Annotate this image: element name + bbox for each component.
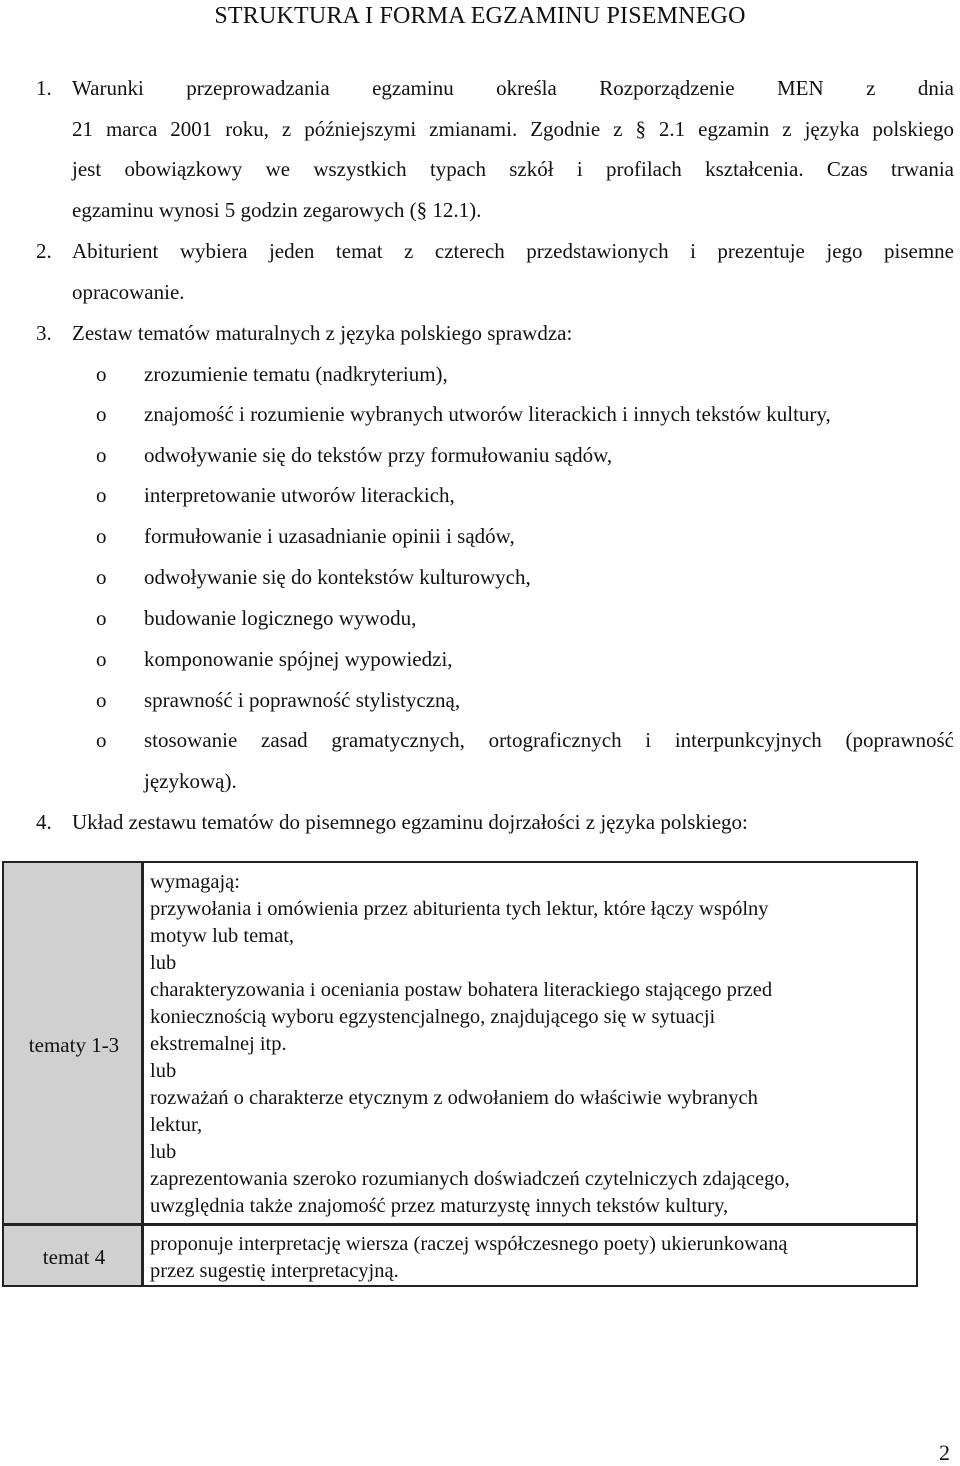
bullet-marker: o bbox=[96, 565, 107, 589]
bullet-text: odwoływanie się do tekstów przy formułowaniu sądów, bbox=[144, 443, 613, 467]
bullet-marker: o bbox=[96, 524, 107, 548]
bullet-text: budowanie logicznego wywodu, bbox=[144, 606, 417, 630]
bullet-text: sprawność i poprawność stylistyczną, bbox=[144, 688, 461, 712]
bullet-marker: o bbox=[96, 362, 107, 386]
item-text bbox=[72, 802, 954, 843]
bullet-text: odwoływanie się do kontekstów kulturowych, bbox=[144, 565, 531, 589]
cell-line: charakteryzowania i oceniania postaw bohatera literackiego stającego przed bbox=[150, 979, 773, 1001]
bullet-text: znajomość i rozumienie wybranych utworów literackich i innych tekstów kultury, bbox=[144, 402, 831, 426]
bullet-marker: o bbox=[96, 647, 107, 671]
cell-line: lektur, bbox=[150, 1114, 203, 1136]
bullet-line: językową). bbox=[144, 769, 237, 793]
cell-line: uwzględnia także znajomość przez maturzystę innych tekstów kultury, bbox=[150, 1195, 729, 1217]
item-line: Układ zestawu tematów do pisemnego egzaminu dojrzałości z języka polskiego: bbox=[72, 810, 748, 834]
item-number: 3. bbox=[36, 321, 52, 345]
cell-line: przywołania i omówienia przez abiturienta tych lektur, które łączy wspólny bbox=[150, 898, 769, 920]
label-column bbox=[4, 863, 144, 1285]
item-line: Warunki przeprowadzania egzaminu określa Rozporządzenie MEN z dnia bbox=[72, 76, 954, 100]
bullet-marker: o bbox=[96, 728, 107, 752]
cell-line: proponuje interpretację wiersza (raczej współczesnego poety) ukierunkowaną bbox=[150, 1233, 788, 1255]
cell-line: lub bbox=[150, 1141, 177, 1163]
bullet-marker: o bbox=[96, 688, 107, 712]
bullet-marker: o bbox=[96, 443, 107, 467]
item-line: egzaminu wynosi 5 godzin zegarowych (§ 12.1). bbox=[72, 198, 482, 223]
item-line: opracowanie. bbox=[72, 279, 185, 304]
cell-line: lub bbox=[150, 952, 177, 974]
item-line: Abiturient wybiera jeden temat z czterech przedstawionych i prezentuje jego pisemne bbox=[72, 239, 954, 263]
cell-line: ekstremalnej itp. bbox=[150, 1033, 287, 1055]
page-number: 2 bbox=[939, 1440, 950, 1465]
item-text bbox=[72, 68, 954, 231]
row-label: temat 4 bbox=[42, 1245, 106, 1269]
cell-line: rozważań o charakterze etycznym z odwołaniem do właściwie wybranych bbox=[150, 1087, 758, 1109]
cell-line: zaprezentowania szeroko rozumianych doświadczeń czytelniczych zdającego, bbox=[150, 1168, 790, 1190]
bullet-text: interpretowanie utworów literackich, bbox=[144, 483, 455, 507]
bullet-text: komponowanie spójnej wypowiedzi, bbox=[144, 647, 453, 671]
item-text bbox=[72, 313, 954, 354]
row-content bbox=[150, 869, 910, 1220]
bullet-text bbox=[144, 720, 954, 802]
row-label: tematy 1-3 bbox=[28, 1033, 120, 1057]
cell-line: przez sugestię interpretacyjną. bbox=[150, 1260, 399, 1282]
bullet-text: formułowanie i uzasadnianie opinii i sądów, bbox=[144, 524, 515, 548]
cell-line: motyw lub temat, bbox=[150, 925, 295, 947]
cell-line: wymagają: bbox=[150, 871, 240, 893]
page-title: STRUKTURA I FORMA EGZAMINU PISEMNEGO bbox=[214, 3, 746, 29]
item-line: 21 marca 2001 roku, z późniejszymi zmianami. Zgodnie z § 2.1 egzamin z języka polskiego bbox=[72, 116, 954, 141]
row-content bbox=[150, 1231, 910, 1285]
item-number: 4. bbox=[36, 810, 52, 834]
bullet-marker: o bbox=[96, 606, 107, 630]
item-number: 1. bbox=[36, 76, 52, 100]
item-text bbox=[72, 231, 954, 312]
bullet-line: stosowanie zasad gramatycznych, ortograficznych i interpunkcyjnych (poprawność bbox=[144, 728, 954, 752]
bullet-marker: o bbox=[96, 402, 107, 426]
cell-line: lub bbox=[150, 1060, 177, 1082]
bullet-marker: o bbox=[96, 483, 107, 507]
item-line: Zestaw tematów maturalnych z języka polskiego sprawdza: bbox=[72, 321, 573, 345]
row-divider bbox=[4, 1223, 916, 1226]
item-line: jest obowiązkowy we wszystkich typach szkół i profilach kształcenia. Czas trwania bbox=[72, 157, 954, 182]
item-number: 2. bbox=[36, 239, 52, 263]
cell-line: koniecznością wyboru egzystencjalnego, znajdującego się w sytuacji bbox=[150, 1006, 716, 1028]
bullet-text: zrozumienie tematu (nadkryterium), bbox=[144, 362, 448, 386]
topics-table bbox=[2, 861, 918, 1287]
